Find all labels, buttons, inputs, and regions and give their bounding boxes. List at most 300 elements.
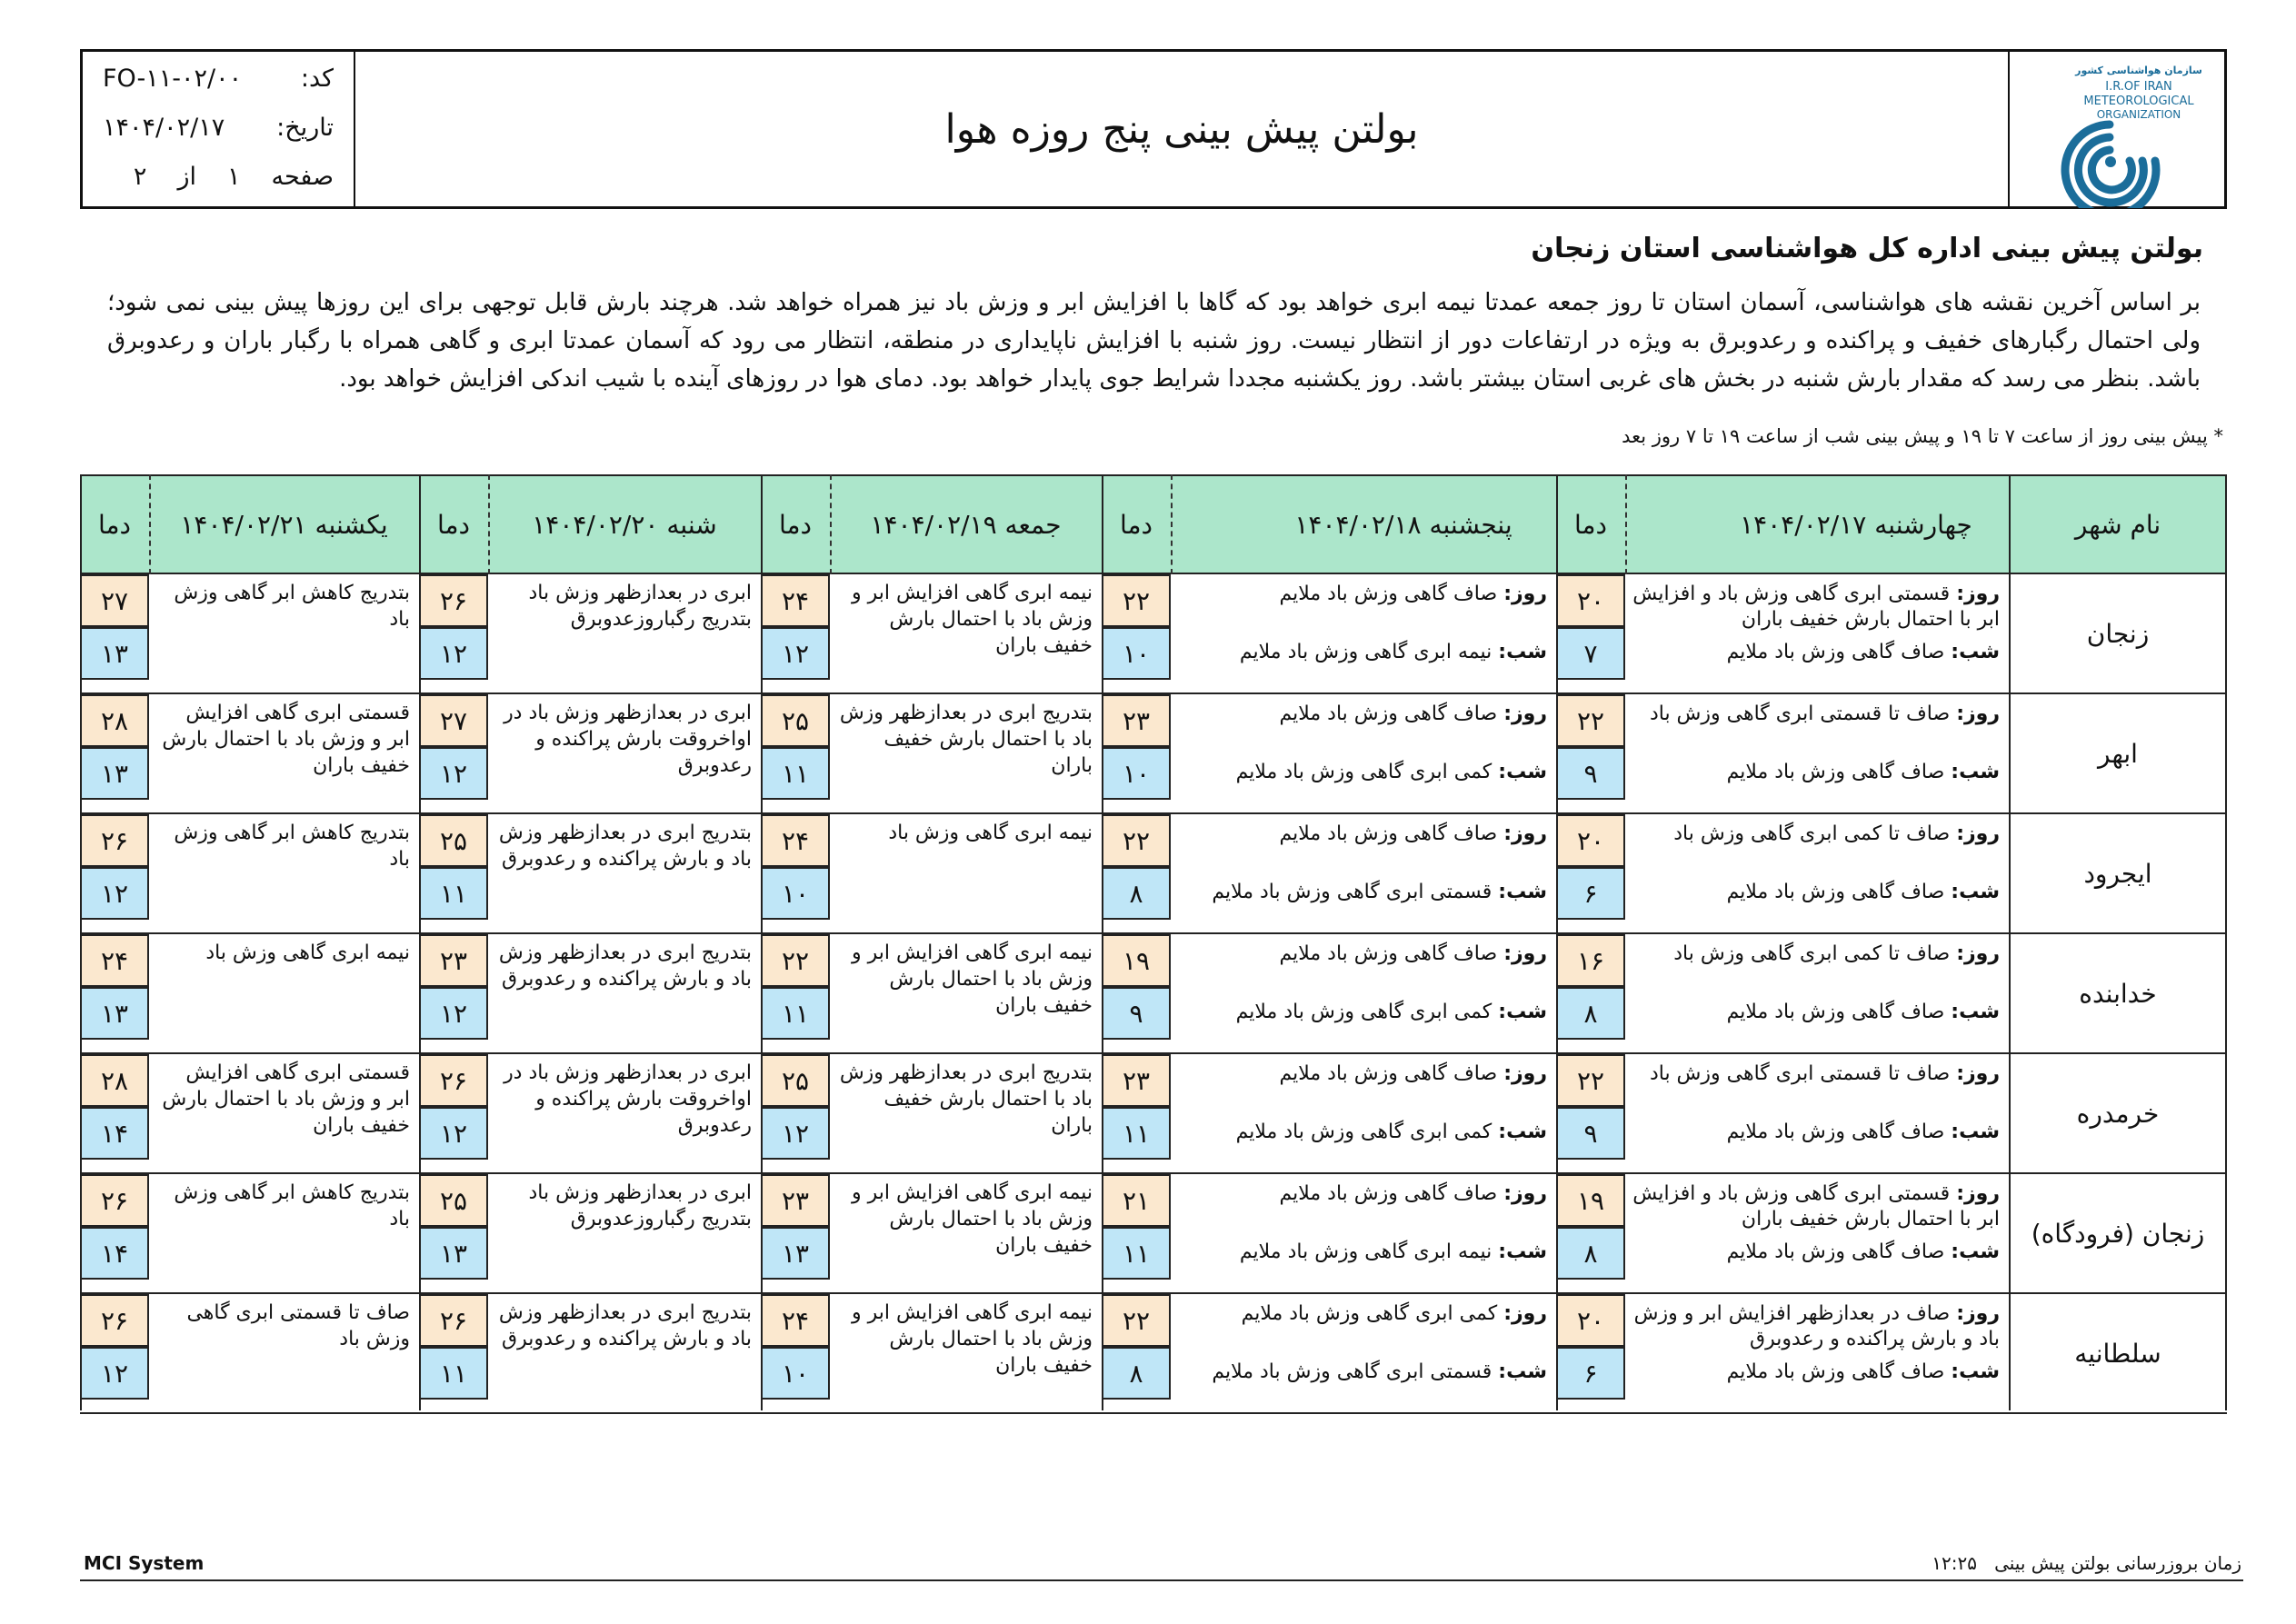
day3-forecast bbox=[830, 934, 1102, 1052]
temperature-cell bbox=[80, 934, 149, 1052]
min-temperature: ۱۲ bbox=[80, 1347, 149, 1400]
min-temperature: ۹ bbox=[1102, 987, 1171, 1040]
day-label: روز: bbox=[1503, 1062, 1547, 1085]
page-current: ۱ bbox=[226, 163, 241, 191]
day-forecast bbox=[1176, 1301, 1547, 1327]
max-temperature: ۲۵ bbox=[761, 1054, 830, 1107]
forecast-text: بتدریج ابری در بعدازظهر وزش باد و بارش پراکنده و رعدوبرق bbox=[498, 942, 752, 991]
grid-line bbox=[149, 474, 151, 574]
forecast-text: بتدریج ابری در بعدازظهر وزش باد و بارش پراکنده و رعدوبرق bbox=[498, 1301, 752, 1350]
day-forecast-text: صاف تا قسمتی ابری گاهی وزش باد bbox=[1649, 1062, 1951, 1085]
temperature-cell bbox=[1556, 1174, 1625, 1292]
page-row bbox=[103, 163, 334, 199]
max-temperature: ۱۶ bbox=[1556, 934, 1625, 987]
day-forecast bbox=[1631, 582, 2000, 633]
day-forecast-text: صاف تا کمی ابری گاهی وزش باد bbox=[1673, 822, 1951, 845]
day2-forecast bbox=[1171, 934, 1556, 1052]
night-forecast bbox=[1631, 760, 2000, 785]
table-header-row bbox=[80, 474, 2227, 574]
day4-forecast bbox=[488, 814, 761, 932]
grid-line bbox=[1102, 474, 1103, 1410]
day-label: روز: bbox=[1956, 1302, 2000, 1325]
min-temperature: ۱۰ bbox=[1102, 627, 1171, 680]
day-label: روز: bbox=[1503, 1182, 1547, 1205]
max-temperature: ۲۲ bbox=[1556, 1054, 1625, 1107]
day1-forecast bbox=[1625, 1054, 2009, 1172]
day4-forecast bbox=[488, 934, 761, 1052]
update-time: ۱۲:۲۵ bbox=[1932, 1552, 1978, 1574]
grid-line bbox=[488, 474, 490, 574]
min-temperature: ۱۱ bbox=[761, 747, 830, 800]
temperature-cell bbox=[1556, 694, 1625, 812]
date-label: تاریخ: bbox=[276, 114, 334, 142]
night-forecast-text: قسمتی ابری گاهی وزش باد ملایم bbox=[1212, 881, 1492, 903]
night-forecast-text: نیمه ابری گاهی وزش باد ملایم bbox=[1239, 1240, 1492, 1263]
city-name: زنجان bbox=[2086, 618, 2150, 649]
day-forecast-text: صاف گاهی وزش باد ملایم bbox=[1279, 1062, 1498, 1085]
min-temperature: ۱۱ bbox=[419, 867, 488, 920]
night-forecast-text: صاف گاهی وزش باد ملایم bbox=[1726, 881, 1945, 903]
forecast-text: نیمه ابری گاهی افزایش ابر و وزش باد با احتمال بارش خفیف باران bbox=[852, 1181, 1093, 1257]
day-label: روز: bbox=[1503, 583, 1547, 605]
temperature-cell bbox=[1556, 934, 1625, 1052]
max-temperature: ۲۲ bbox=[1102, 814, 1171, 867]
code-value: FO-۱۱-۰۲/۰۰ bbox=[103, 65, 243, 93]
temperature-cell bbox=[419, 934, 488, 1052]
day-forecast bbox=[1176, 1061, 1547, 1087]
table-row bbox=[80, 814, 2227, 934]
day4-forecast bbox=[488, 1294, 761, 1412]
grid-line bbox=[1556, 474, 1558, 1410]
temperature-cell bbox=[1102, 814, 1171, 932]
forecast-table bbox=[80, 474, 2227, 1410]
day1-forecast bbox=[1625, 574, 2009, 692]
min-temperature: ۱۲ bbox=[761, 1107, 830, 1160]
day4-forecast bbox=[488, 574, 761, 692]
max-temperature: ۲۷ bbox=[80, 574, 149, 627]
temperature-cell bbox=[761, 1294, 830, 1412]
update-label: زمان بروزرسانی بولتن پیش بینی bbox=[1994, 1552, 2241, 1574]
day-forecast bbox=[1631, 1061, 2000, 1087]
day3-forecast bbox=[830, 694, 1102, 812]
table-row bbox=[80, 934, 2227, 1054]
max-temperature: ۱۹ bbox=[1102, 934, 1171, 987]
forecast-text: نیمه ابری گاهی وزش باد bbox=[205, 942, 410, 964]
temperature-cell bbox=[1102, 934, 1171, 1052]
temperature-cell bbox=[419, 694, 488, 812]
max-temperature: ۲۲ bbox=[761, 934, 830, 987]
forecast-text: نیمه ابری گاهی افزایش ابر و وزش باد با احتمال بارش خفیف باران bbox=[852, 582, 1093, 657]
min-temperature: ۱۰ bbox=[761, 1347, 830, 1400]
forecast-text: ابری در بعدازظهر وزش باد در اواخروقت بارش پراکنده و رعدوبرق bbox=[504, 702, 752, 777]
max-temperature: ۲۳ bbox=[1102, 1054, 1171, 1107]
night-forecast-text: صاف گاهی وزش باد ملایم bbox=[1726, 1001, 1945, 1023]
max-temperature: ۲۴ bbox=[761, 814, 830, 867]
night-forecast bbox=[1176, 880, 1547, 905]
night-forecast bbox=[1631, 880, 2000, 905]
min-temperature: ۱۴ bbox=[80, 1107, 149, 1160]
grid-line bbox=[830, 474, 832, 574]
page-title: بولتن پیش بینی پنج روزه هوا bbox=[944, 105, 1419, 153]
day5-temp-header: دما bbox=[98, 509, 131, 540]
min-temperature: ۱۳ bbox=[80, 987, 149, 1040]
day-forecast-text: قسمتی ابری گاهی وزش باد و افزایش ابر با احتمال بارش خفیف باران bbox=[1632, 1182, 2000, 1230]
day-forecast bbox=[1176, 702, 1547, 727]
max-temperature: ۲۸ bbox=[80, 694, 149, 747]
min-temperature: ۸ bbox=[1556, 1227, 1625, 1280]
min-temperature: ۸ bbox=[1102, 1347, 1171, 1400]
day-label: روز: bbox=[1503, 822, 1547, 845]
organization-logo bbox=[2008, 52, 2224, 206]
min-temperature: ۱۲ bbox=[419, 747, 488, 800]
day-forecast bbox=[1631, 702, 2000, 727]
max-temperature: ۲۴ bbox=[761, 574, 830, 627]
max-temperature: ۲۱ bbox=[1102, 1174, 1171, 1227]
max-temperature: ۲۴ bbox=[761, 1294, 830, 1347]
max-temperature: ۲۶ bbox=[80, 1174, 149, 1227]
city-name: سلطانیه bbox=[2074, 1338, 2161, 1369]
min-temperature: ۱۲ bbox=[419, 1107, 488, 1160]
min-temperature: ۹ bbox=[1556, 747, 1625, 800]
svg-text:ORGANIZATION: ORGANIZATION bbox=[2096, 108, 2181, 121]
forecast-summary: بر اساس آخرین نقشه های هواشناسی، آسمان استان تا روز جمعه عمدتا نیمه ابری خواهد بود که گاها با افزایش ابر و وزش باد نیز همراه خواهد شد. هرچند بارش قابل توجهی برای این روزها پیش بینی نمی شود؛ ولی احتمال رگبارهای خفیف و پراکنده و رعدوبرق به ویژه در ارتفاعات دور از انتظار نیست. روز شنبه با افزایش ناپایداری در منطقه، انتظار می رود که آسمان عمدتا ابری و گاهی همراه با رگبار باران و رعدوبرق باشد. بنظر می رسد که مقدار بارش شنبه در بخش های غربی استان بیشتر باشد. روز یکشنبه مجددا شرایط جوی پایدار خواهد بود. دمای هوا در روزهای آینده با شیب اندکی افزایش خواهد بود. bbox=[107, 289, 2201, 393]
temperature-cell bbox=[80, 1294, 149, 1412]
day2-forecast bbox=[1171, 694, 1556, 812]
city-name: خرمدره bbox=[2076, 1098, 2160, 1129]
max-temperature: ۲۶ bbox=[419, 1054, 488, 1107]
max-temperature: ۲۷ bbox=[419, 694, 488, 747]
min-temperature: ۱۲ bbox=[419, 987, 488, 1040]
day-forecast-text: قسمتی ابری گاهی وزش باد و افزایش ابر با احتمال بارش خفیف باران bbox=[1632, 583, 2000, 631]
day1-forecast bbox=[1625, 814, 2009, 932]
forecast-text: نیمه ابری گاهی افزایش ابر و وزش باد با احتمال بارش خفیف باران bbox=[852, 1301, 1093, 1377]
grid-line bbox=[1625, 474, 1627, 574]
day-forecast-text: صاف گاهی وزش باد ملایم bbox=[1279, 1182, 1498, 1205]
svg-text:METEOROLOGICAL: METEOROLOGICAL bbox=[2083, 95, 2194, 108]
night-label: شب: bbox=[1951, 1360, 2000, 1383]
forecast-text: بتدریج کاهش ابر گاهی وزش باد bbox=[174, 582, 410, 631]
day3-forecast bbox=[830, 814, 1102, 932]
day-forecast-text: صاف تا کمی ابری گاهی وزش باد bbox=[1673, 942, 1951, 965]
forecast-text: ابری در بعدازظهر وزش باد بتدریج رگباروزعدوبرق bbox=[528, 1181, 752, 1230]
night-forecast bbox=[1176, 1120, 1547, 1145]
night-forecast bbox=[1176, 760, 1547, 785]
forecast-text: ابری در بعدازظهر وزش باد بتدریج رگباروزعدوبرق bbox=[528, 582, 752, 631]
day2-forecast bbox=[1171, 814, 1556, 932]
day-forecast-text: صاف تا قسمتی ابری گاهی وزش باد bbox=[1649, 702, 1951, 725]
temperature-cell bbox=[1102, 1294, 1171, 1412]
day-forecast-text: صاف گاهی وزش باد ملایم bbox=[1279, 583, 1498, 605]
night-label: شب: bbox=[1951, 641, 2000, 663]
day1-header: چهارشنبه ۱۴۰۴/۰۲/۱۷ bbox=[1740, 509, 1972, 540]
day4-forecast bbox=[488, 1054, 761, 1172]
min-temperature: ۱۴ bbox=[80, 1227, 149, 1280]
night-forecast bbox=[1631, 1360, 2000, 1385]
svg-text:I.R.OF IRAN: I.R.OF IRAN bbox=[2105, 80, 2172, 94]
max-temperature: ۲۵ bbox=[419, 814, 488, 867]
bulletin-header bbox=[80, 49, 2227, 209]
night-label: شب: bbox=[1498, 761, 1547, 783]
night-label: شب: bbox=[1951, 761, 2000, 783]
day-label: روز: bbox=[1503, 1302, 1547, 1325]
day1-forecast bbox=[1625, 694, 2009, 812]
day2-forecast bbox=[1171, 1174, 1556, 1292]
temperature-cell bbox=[761, 574, 830, 692]
night-label: شب: bbox=[1498, 1360, 1547, 1383]
day-forecast bbox=[1176, 822, 1547, 847]
forecast-text: بتدریج ابری در بعدازظهر وزش باد با احتمال بارش خفیف باران bbox=[839, 1061, 1093, 1137]
day-forecast bbox=[1176, 1181, 1547, 1207]
day2-temp-header: دما bbox=[1120, 509, 1153, 540]
day5-forecast bbox=[149, 694, 419, 812]
code-row bbox=[103, 65, 334, 101]
page-of: از bbox=[177, 163, 196, 191]
night-forecast bbox=[1631, 1120, 2000, 1145]
day-label: روز: bbox=[1956, 583, 2000, 605]
day-forecast bbox=[1631, 1181, 2000, 1232]
day2-forecast bbox=[1171, 1294, 1556, 1412]
day1-forecast bbox=[1625, 934, 2009, 1052]
night-label: شب: bbox=[1498, 1121, 1547, 1143]
footer-divider bbox=[80, 1579, 2243, 1581]
night-forecast bbox=[1631, 640, 2000, 665]
min-temperature: ۱۳ bbox=[80, 627, 149, 680]
date-row bbox=[103, 114, 334, 150]
min-temperature: ۱۱ bbox=[419, 1347, 488, 1400]
table-row bbox=[80, 1054, 2227, 1174]
min-temperature: ۱۰ bbox=[1102, 747, 1171, 800]
city-name: ایجرود bbox=[2083, 858, 2152, 889]
day-forecast bbox=[1176, 942, 1547, 967]
day5-forecast bbox=[149, 1174, 419, 1292]
temperature-cell bbox=[80, 1174, 149, 1292]
day-forecast bbox=[1631, 1301, 2000, 1352]
max-temperature: ۲۵ bbox=[761, 694, 830, 747]
temperature-cell bbox=[419, 1294, 488, 1412]
temperature-cell bbox=[1102, 1174, 1171, 1292]
max-temperature: ۲۸ bbox=[80, 1054, 149, 1107]
grid-line bbox=[419, 474, 421, 1410]
grid-line bbox=[1171, 474, 1173, 574]
night-forecast-text: صاف گاهی وزش باد ملایم bbox=[1726, 761, 1945, 783]
min-temperature: ۶ bbox=[1556, 1347, 1625, 1400]
day-label: روز: bbox=[1956, 822, 2000, 845]
city-column-header: نام شهر bbox=[2074, 509, 2161, 540]
max-temperature: ۲۵ bbox=[419, 1174, 488, 1227]
grid-line bbox=[2009, 474, 2011, 1410]
footer-system: MCI System bbox=[84, 1552, 205, 1574]
temperature-cell bbox=[419, 1054, 488, 1172]
temperature-cell bbox=[1102, 1054, 1171, 1172]
day-label: روز: bbox=[1956, 1062, 2000, 1085]
night-forecast bbox=[1176, 1240, 1547, 1265]
night-forecast bbox=[1631, 1000, 2000, 1025]
day-forecast bbox=[1631, 822, 2000, 847]
day-forecast-text: صاف گاهی وزش باد ملایم bbox=[1279, 942, 1498, 965]
night-forecast-text: صاف گاهی وزش باد ملایم bbox=[1726, 1360, 1945, 1383]
table-row bbox=[80, 574, 2227, 694]
day4-header: شنبه ۱۴۰۴/۰۲/۲۰ bbox=[532, 509, 717, 540]
night-label: شب: bbox=[1498, 641, 1547, 663]
day2-header: پنجشنبه ۱۴۰۴/۰۲/۱۸ bbox=[1294, 509, 1512, 540]
max-temperature: ۲۳ bbox=[761, 1174, 830, 1227]
day-forecast-text: صاف در بعدازظهر افزایش ابر و وزش باد و بارش پراکنده و رعدوبرق bbox=[1633, 1302, 2000, 1350]
min-temperature: ۱۱ bbox=[1102, 1227, 1171, 1280]
temperature-cell bbox=[761, 1174, 830, 1292]
min-temperature: ۹ bbox=[1556, 1107, 1625, 1160]
day2-forecast bbox=[1171, 574, 1556, 692]
day-label: روز: bbox=[1956, 1182, 2000, 1205]
table-row bbox=[80, 694, 2227, 814]
min-temperature: ۶ bbox=[1556, 867, 1625, 920]
day1-temp-header: دما bbox=[1574, 509, 1607, 540]
temperature-cell bbox=[419, 814, 488, 932]
temperature-cell bbox=[761, 694, 830, 812]
day-forecast bbox=[1631, 942, 2000, 967]
max-temperature: ۲۳ bbox=[419, 934, 488, 987]
night-forecast-text: صاف گاهی وزش باد ملایم bbox=[1726, 1121, 1945, 1143]
min-temperature: ۱۳ bbox=[80, 747, 149, 800]
forecast-text: بتدریج کاهش ابر گاهی وزش باد bbox=[174, 822, 410, 871]
forecast-text: قسمتی ابری گاهی افزایش ابر و وزش باد با احتمال بارش خفیف باران bbox=[162, 1061, 410, 1137]
document-meta bbox=[83, 52, 355, 206]
grid-line bbox=[761, 474, 763, 1410]
night-forecast-text: کمی ابری گاهی وزش باد ملایم bbox=[1235, 1121, 1492, 1143]
max-temperature: ۲۶ bbox=[80, 1294, 149, 1347]
night-label: شب: bbox=[1498, 1240, 1547, 1263]
min-temperature: ۸ bbox=[1102, 867, 1171, 920]
day-label: روز: bbox=[1956, 942, 2000, 965]
day5-forecast bbox=[149, 1054, 419, 1172]
temperature-cell bbox=[1102, 574, 1171, 692]
night-label: شب: bbox=[1951, 1121, 2000, 1143]
city-name: ابهر bbox=[2098, 738, 2138, 769]
temperature-cell bbox=[1556, 814, 1625, 932]
temperature-cell bbox=[80, 574, 149, 692]
night-forecast bbox=[1631, 1240, 2000, 1265]
city-name: خدابنده bbox=[2079, 978, 2157, 1009]
table-row bbox=[80, 1294, 2227, 1414]
day5-forecast bbox=[149, 934, 419, 1052]
page-label: صفحه bbox=[271, 163, 334, 191]
day-forecast-text: صاف گاهی وزش باد ملایم bbox=[1279, 702, 1498, 725]
min-temperature: ۱۱ bbox=[1102, 1107, 1171, 1160]
temperature-cell bbox=[419, 1174, 488, 1292]
min-temperature: ۱۲ bbox=[80, 867, 149, 920]
day3-header: جمعه ۱۴۰۴/۰۲/۱۹ bbox=[870, 509, 1062, 540]
day4-temp-header: دما bbox=[437, 509, 470, 540]
grid-line bbox=[2225, 474, 2227, 1410]
day-label: روز: bbox=[1503, 942, 1547, 965]
page-total: ۲ bbox=[133, 163, 147, 191]
day3-forecast bbox=[830, 1174, 1102, 1292]
meteorological-organization-logo-icon bbox=[2010, 52, 2224, 208]
night-label: شب: bbox=[1951, 1240, 2000, 1263]
max-temperature: ۲۲ bbox=[1102, 1294, 1171, 1347]
min-temperature: ۱۲ bbox=[419, 627, 488, 680]
max-temperature: ۱۹ bbox=[1556, 1174, 1625, 1227]
day-label: روز: bbox=[1503, 702, 1547, 725]
bulletin-subtitle: بولتن پیش بینی اداره کل هواشناسی استان زنجان bbox=[1531, 233, 2203, 264]
grid-line bbox=[80, 474, 82, 1410]
day2-forecast bbox=[1171, 1054, 1556, 1172]
day1-forecast bbox=[1625, 1174, 2009, 1292]
max-temperature: ۲۴ bbox=[80, 934, 149, 987]
temperature-cell bbox=[761, 814, 830, 932]
day3-forecast bbox=[830, 1054, 1102, 1172]
day4-forecast bbox=[488, 1174, 761, 1292]
temperature-cell bbox=[1556, 574, 1625, 692]
temperature-cell bbox=[1556, 1294, 1625, 1412]
min-temperature: ۸ bbox=[1556, 987, 1625, 1040]
temperature-cell bbox=[1556, 1054, 1625, 1172]
night-label: شب: bbox=[1498, 881, 1547, 903]
temperature-cell bbox=[1102, 694, 1171, 812]
max-temperature: ۲۶ bbox=[419, 574, 488, 627]
temperature-cell bbox=[80, 1054, 149, 1172]
night-forecast bbox=[1176, 640, 1547, 665]
forecast-text: نیمه ابری گاهی افزایش ابر و وزش باد با احتمال بارش خفیف باران bbox=[852, 942, 1093, 1017]
logo-text-fa: سازمان هواشناسی کشور bbox=[2075, 65, 2202, 76]
night-label: شب: bbox=[1498, 1001, 1547, 1023]
night-forecast-text: صاف گاهی وزش باد ملایم bbox=[1726, 1240, 1945, 1263]
min-temperature: ۱۱ bbox=[761, 987, 830, 1040]
day5-forecast bbox=[149, 814, 419, 932]
night-forecast bbox=[1176, 1000, 1547, 1025]
temperature-cell bbox=[761, 1054, 830, 1172]
night-label: شب: bbox=[1951, 1001, 2000, 1023]
forecast-text: ابری در بعدازظهر وزش باد در اواخروقت بارش پراکنده و رعدوبرق bbox=[504, 1061, 752, 1137]
night-forecast-text: کمی ابری گاهی وزش باد ملایم bbox=[1235, 761, 1492, 783]
day-label: روز: bbox=[1956, 702, 2000, 725]
max-temperature: ۲۰ bbox=[1556, 574, 1625, 627]
max-temperature: ۲۰ bbox=[1556, 814, 1625, 867]
forecast-text: بتدریج کاهش ابر گاهی وزش باد bbox=[174, 1181, 410, 1230]
forecast-text: نیمه ابری گاهی وزش باد bbox=[888, 822, 1093, 844]
forecast-text: بتدریج ابری در بعدازظهر وزش باد و بارش پراکنده و رعدوبرق bbox=[498, 822, 752, 871]
city-name: زنجان (فرودگاه) bbox=[2031, 1218, 2205, 1249]
max-temperature: ۲۲ bbox=[1556, 694, 1625, 747]
day3-temp-header: دما bbox=[779, 509, 812, 540]
night-forecast-text: صاف گاهی وزش باد ملایم bbox=[1726, 641, 1945, 663]
night-forecast-text: کمی ابری گاهی وزش باد ملایم bbox=[1235, 1001, 1492, 1023]
footer-update bbox=[1932, 1552, 2241, 1574]
forecast-text: بتدریج ابری در بعدازظهر وزش باد با احتمال بارش خفیف باران bbox=[839, 702, 1093, 777]
temperature-cell bbox=[419, 574, 488, 692]
min-temperature: ۱۲ bbox=[761, 627, 830, 680]
day5-forecast bbox=[149, 574, 419, 692]
max-temperature: ۲۰ bbox=[1556, 1294, 1625, 1347]
temperature-cell bbox=[761, 934, 830, 1052]
day-forecast-text: کمی ابری گاهی وزش باد ملایم bbox=[1241, 1302, 1498, 1325]
temperature-cell bbox=[80, 814, 149, 932]
day4-forecast bbox=[488, 694, 761, 812]
day5-forecast bbox=[149, 1294, 419, 1412]
max-temperature: ۲۳ bbox=[1102, 694, 1171, 747]
max-temperature: ۲۶ bbox=[419, 1294, 488, 1347]
max-temperature: ۲۲ bbox=[1102, 574, 1171, 627]
day-forecast bbox=[1176, 582, 1547, 607]
forecast-text: صاف تا قسمتی ابری گاهی وزش باد bbox=[186, 1301, 410, 1350]
night-forecast bbox=[1176, 1360, 1547, 1385]
min-temperature: ۱۳ bbox=[761, 1227, 830, 1280]
temperature-cell bbox=[80, 694, 149, 812]
time-range-note: * پیش بینی روز از ساعت ۷ تا ۱۹ و پیش بینی شب از ساعت ۱۹ تا ۷ روز بعد bbox=[1622, 425, 2223, 447]
code-label: کد: bbox=[300, 65, 334, 93]
night-forecast-text: قسمتی ابری گاهی وزش باد ملایم bbox=[1212, 1360, 1492, 1383]
min-temperature: ۷ bbox=[1556, 627, 1625, 680]
day1-forecast bbox=[1625, 1294, 2009, 1412]
